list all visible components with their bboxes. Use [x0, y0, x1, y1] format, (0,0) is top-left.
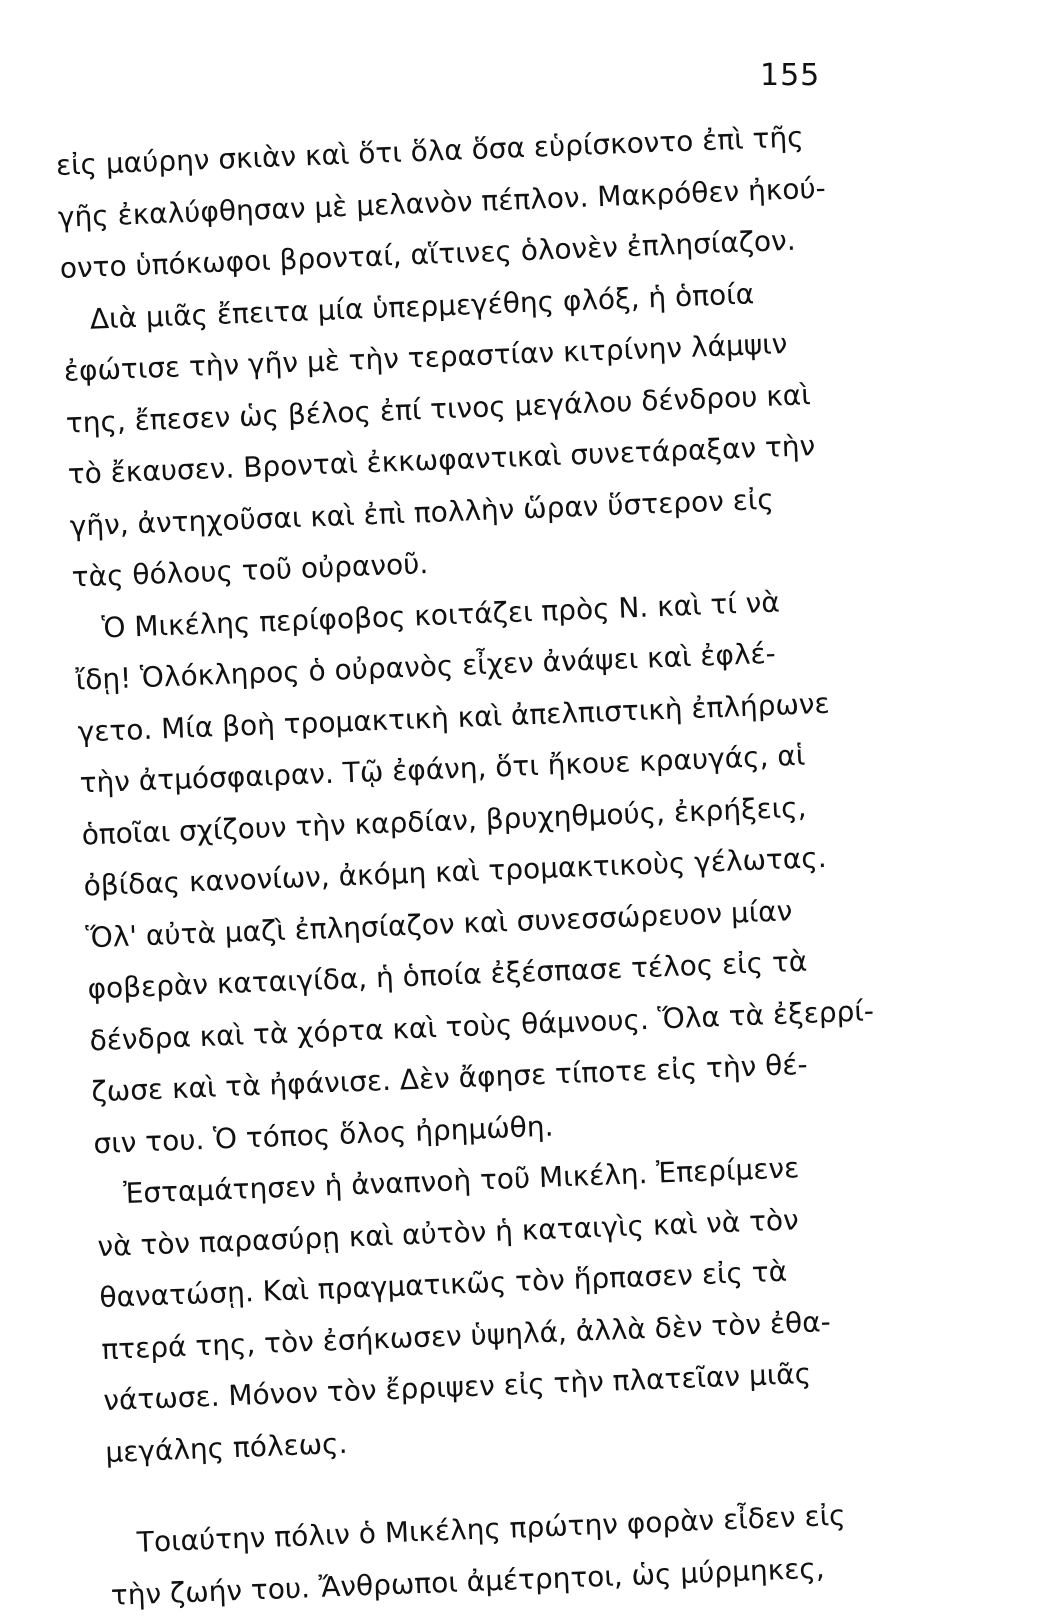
- text-line: Ἐσταμάτησεν ἡ ἀναπνοὴ τοῦ Μικέλη. Ἐπερίμενε: [122, 1151, 800, 1211]
- text-line: ζωσε καὶ τὰ ἠφάνισε. Δὲν ἄφησε τίποτε εἰς τὴν θέ-: [90, 1047, 809, 1109]
- text-line: γῆς ἐκαλύφθησαν μὲ μελανὸν πέπλον. Μακρόθεν ἠκού-: [57, 170, 827, 234]
- text-line: τὴν ἀτμόσφαιραν. Τῷ ἐφάνη, ὅτι ἤκουε κραυγάς, αἱ: [79, 738, 806, 800]
- text-line: νὰ τὸν παρασύρῃ καὶ αὐτὸν ἡ καταιγὶς καὶ νὰ τὸν: [96, 1202, 800, 1263]
- text-line: Ὅλ' αὐτὰ μαζὶ ἐπλησίαζον καὶ συνεσσώρευον μίαν: [85, 893, 793, 954]
- text-line: σιν του. Ὁ τόπος ὅλος ἠρημώθη.: [92, 1109, 555, 1160]
- text-line: της, ἔπεσεν ὡς βέλος ἐπί τινος μεγάλου δένδρου καὶ: [65, 377, 812, 440]
- text-line: πτερά της, τὸν ἐσήκωσεν ὑψηλά, ἀλλὰ δὲν τὸν ἐθα-: [100, 1304, 832, 1366]
- text-line: Διὰ μιᾶς ἔπειτα μία ὑπερμεγέθης φλόξ, ἡ ὁποία: [89, 276, 755, 336]
- text-line: τὰς θόλους τοῦ οὐρανοῦ.: [71, 546, 429, 594]
- paragraph-2: [61, 263, 892, 603]
- text-line: δένδρα καὶ τὰ χόρτα καὶ τοὺς θάμνους. Ὅλα τὰ ἐξερρί-: [88, 993, 875, 1057]
- text-line: ἐφώτισε τὴν γῆν μὲ τὴν τεραστίαν κιτρίνην λάμψιν: [63, 327, 788, 388]
- paragraph-3: [73, 572, 914, 1170]
- text-line: τὴν ζωήν του. Ἄνθρωποι ἀμέτρητοι, ὡς μύρμηκες,: [110, 1551, 826, 1612]
- text-line: γετο. Μία βοὴ τρομακτικὴ καὶ ἀπελπιστικὴ ἐπλήρωνε: [77, 686, 831, 749]
- text-line: Ὁ Μικέλης περίφοβος κοιτάζει πρὸς Ν. καὶ τί νὰ: [101, 585, 781, 645]
- paragraph-4: [95, 1138, 926, 1478]
- text-line: τὸ ἔκαυσεν. Βρονταὶ ἐκκωφαντικαὶ συνετάραξαν τὴν: [67, 429, 816, 491]
- text-line: ὁποῖαι σχίζουν τὴν καρδίαν, βρυχηθμούς, ἐκρήξεις,: [81, 790, 808, 851]
- text-line: Τοιαύτην πόλιν ὁ Μικέλης πρώτην φορὰν εἶδεν εἰς: [136, 1498, 847, 1559]
- text-line: οντο ὑπόκωφοι βρονταί, αἵτινες ὁλονὲν ἐπλησίαζον.: [59, 223, 797, 285]
- text-line: μεγάλης πόλεως.: [104, 1426, 348, 1469]
- text-line: εἰς μαύρην σκιὰν καὶ ὅτι ὅλα ὅσα εὑρίσκοντο ἐπὶ τῆς: [55, 120, 805, 182]
- text-line: ὀβίδας κανονίων, ἀκόμη καὶ τρομακτικοὺς γέλωτας.: [83, 840, 828, 903]
- body-text: [55, 109, 931, 1621]
- text-line: νάτωσε. Μόνον τὸν ἔρριψεν εἰς τὴν πλατεῖαν μιᾶς: [102, 1356, 812, 1418]
- text-line: θανατώσῃ. Καὶ πραγματικῶς τὸν ἥρπασεν εἰς τὰ: [98, 1254, 788, 1315]
- text-line: γῆν, ἀντηχοῦσαι καὶ ἐπὶ πολλὴν ὥραν ὕστερον εἰς: [69, 482, 775, 543]
- paragraph-1: [55, 109, 880, 295]
- page-number: 155: [760, 58, 821, 93]
- text-line: φοβερὰν καταιγίδα, ἡ ὁποία ἐξέσπασε τέλος εἰς τὰ: [86, 944, 808, 1006]
- text-line: ἴδῃ! Ὁλόκληρος ὁ οὐρανὸς εἶχεν ἀνάψει καὶ ἐφλέ-: [75, 636, 777, 697]
